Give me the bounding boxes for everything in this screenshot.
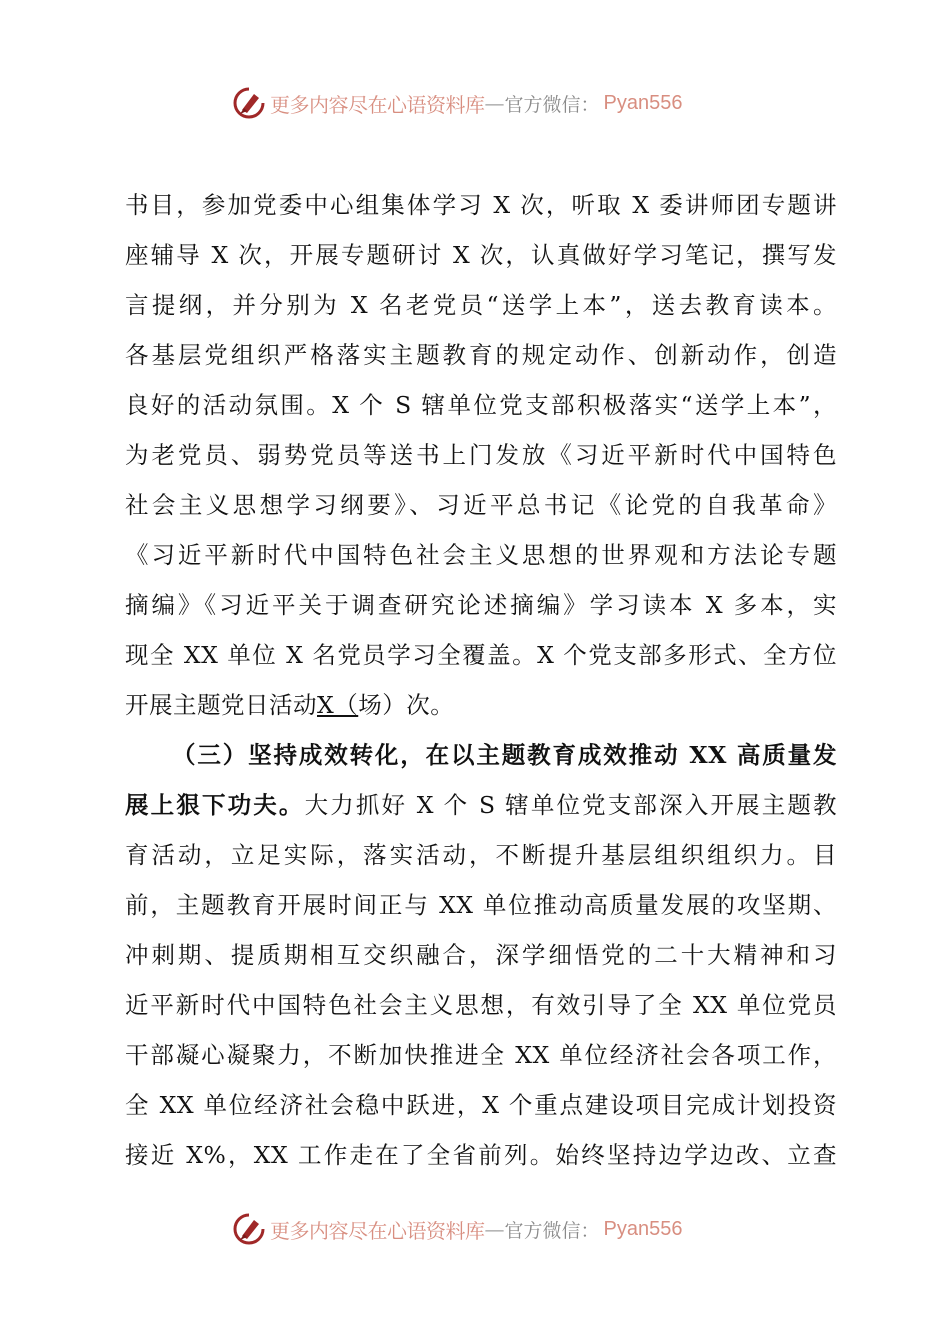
text-line: 近平新时代中国特色社会主义思想，有效引导了全 XX 单位党员: [125, 991, 837, 1019]
text-line: 《习近平新时代中国特色社会主义思想的世界观和方法论专题: [125, 541, 837, 569]
text-segment: 大力抓好 X 个 S 辖单位党支部深入开展主题教: [304, 791, 837, 819]
text-line: 言提纲，并分别为 X 名老党员“送学上本”，送去教育读本。: [125, 291, 837, 319]
watermark-dash: —: [484, 91, 505, 115]
watermark-main-text: 更多内容尽在心语资料库: [270, 92, 485, 117]
text-line-paragraph-end: [125, 680, 837, 730]
text-segment: 场）次。: [358, 691, 455, 719]
text-line: 冲刺期、提质期相互交织融合，深学细悟党的二十大精神和习: [125, 941, 837, 969]
watermark-wechat-label: 官方微信：: [504, 1219, 600, 1242]
text-line: [125, 780, 837, 830]
pen-logo-icon: [232, 1212, 266, 1246]
watermark-wechat-id: Pyan556: [603, 1217, 683, 1240]
text-line: 全 XX 单位经济社会稳中跃进，X 个重点建设项目完成计划投资: [125, 1091, 837, 1119]
section-heading: （三）坚持成效转化，在以主题教育成效推动 XX 高质量发: [172, 741, 837, 769]
header-watermark: [232, 83, 682, 123]
text-line: 为老党员、弱势党员等送书上门发放《习近平新时代中国特色: [125, 441, 837, 469]
pen-logo-icon: [232, 86, 266, 120]
watermark-wechat-id: Pyan556: [603, 91, 683, 114]
document-body: [125, 180, 837, 1180]
footer-watermark: [232, 1209, 682, 1249]
text-line: 干部凝心凝聚力，不断加快推进全 XX 单位经济社会各项工作，: [125, 1041, 837, 1069]
watermark-wechat-label: 官方微信：: [504, 93, 600, 116]
watermark-main-text: 更多内容尽在心语资料库: [270, 1218, 485, 1243]
text-line: 现全 XX 单位 X 名党员学习全覆盖。X 个党支部多形式、全方位: [125, 641, 837, 669]
section-heading-end: 展上狠下功夫。: [125, 791, 305, 819]
text-line: 各基层党组织严格落实主题教育的规定动作、创新动作，创造: [125, 341, 837, 369]
text-line: 摘编》《习近平关于调查研究论述摘编》学习读本 X 多本，实: [125, 591, 837, 619]
text-line: 育活动，立足实际，落实活动，不断提升基层组织组织力。目: [125, 841, 837, 869]
text-line: 社会主义思想学习纲要》、习近平总书记《论党的自我革命》: [125, 491, 837, 519]
watermark-dash: —: [484, 1217, 505, 1241]
text-line: 前，主题教育开展时间正与 XX 单位推动高质量发展的攻坚期、: [125, 891, 837, 919]
text-line: 座辅导 X 次，开展专题研讨 X 次，认真做好学习笔记，撰写发: [125, 241, 837, 269]
text-segment: 开展主题党日活动: [125, 691, 317, 719]
text-line: 良好的活动氛围。X 个 S 辖单位党支部积极落实“送学上本”，: [125, 391, 837, 419]
underlined-placeholder: X（: [317, 691, 359, 719]
text-line: 书目，参加党委中心组集体学习 X 次，听取 X 委讲师团专题讲: [125, 191, 837, 219]
text-line: 接近 X%，XX 工作走在了全省前列。始终坚持边学边改、立查: [125, 1141, 837, 1169]
